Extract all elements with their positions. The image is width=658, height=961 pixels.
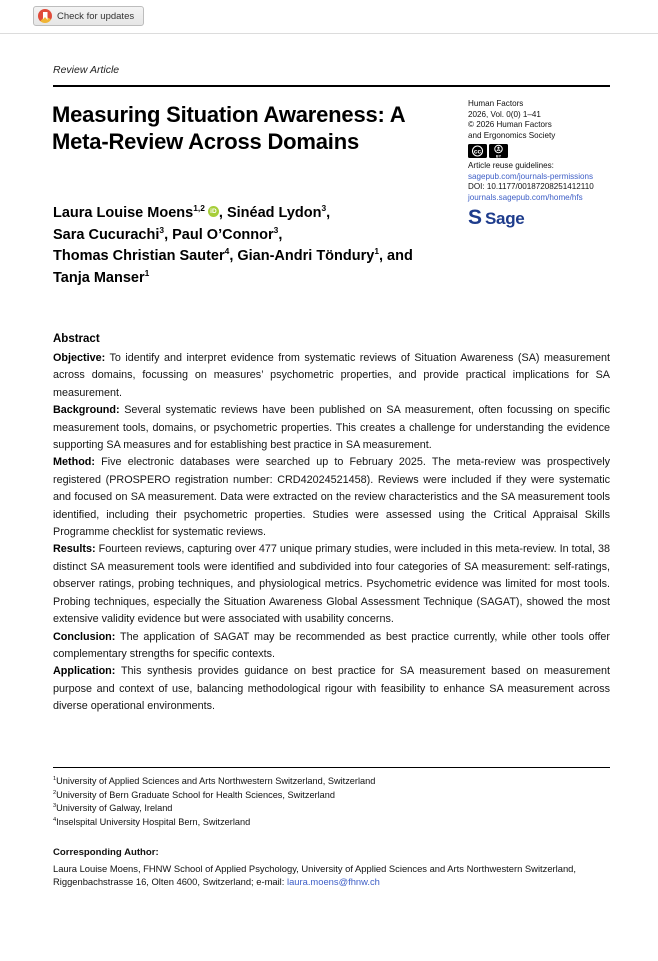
author-affiliation-sup: 1 bbox=[144, 267, 150, 278]
abstract-section: Results: Fourteen reviews, capturing over 477 unique primary studies, were included in this meta-review. In total, 38 distinct SA measurement tools were identified and subdivided into four categories of SA measurement: self-ratings, observer ratings, probing techniques, and physiological metrics. Psychometric evidence was limited for most tools. Probing techniques, especially the Situation Awareness Global Assessment Technique (SAGAT), showed the most extensive validity evidence but were associated with usability concerns. bbox=[53, 543, 610, 626]
abstract-section: Application: This synthesis provides guidance on best practice for SA measurement based on measurement purpose and context of use, balancing methodological rigour with feasibility to enhance SA measurement across diverse operational environments. bbox=[53, 665, 610, 713]
corresponding-author-heading: Corresponding Author: bbox=[53, 847, 159, 858]
journal-meta-line: 2026, Vol. 0(0) 1–41 bbox=[468, 109, 541, 119]
abstract-section: Method: Five electronic databases were searched up to February 2025. The meta-review was prospectively registered (PROSPERO registration number: CRD42024521458). Reviews were included if they were systematic and focused on SA measurement. Data were extracted on the review characteristics and the SA measurement tools identified, including their psychometric properties. Studies were assessed using the Critical Appraisal Skills Programme checklist for systematic reviews. bbox=[53, 456, 610, 539]
svg-text:cc: cc bbox=[473, 148, 482, 156]
journal-meta-line: and Ergonomics Society bbox=[468, 131, 556, 141]
corresponding-author-address: Laura Louise Moens, FHNW School of Applied Psychology, University of Applied Sciences and Arts Northwestern Switzerland, Riggenbachstrasse 16, Olten 4600, Switzerland; e-mail: bbox=[53, 862, 576, 887]
svg-text:BY: BY bbox=[495, 154, 502, 158]
affiliation-note: $^3$University of Galway, Ireland bbox=[53, 802, 173, 813]
journal-meta-line: © 2026 Human Factors bbox=[468, 120, 552, 130]
abstract-section: Background: Several systematic reviews have been published on SA measurement, often focussing on specific measurement tools, domains, or psychometric properties. This creates a challenge for understanding the evidence supporting SA measures and for establishing best practice in SA measurement. bbox=[53, 404, 610, 452]
abstract-section-label: Objective: bbox=[53, 352, 106, 364]
journal-meta-line: DOI: 10.1177/00187208251412110 bbox=[468, 182, 594, 192]
article-type-label: Review Article bbox=[53, 64, 120, 76]
corresponding-author-block bbox=[53, 846, 610, 889]
author-list bbox=[53, 203, 413, 289]
journal-meta-link[interactable]: journals.sagepub.com/home/hfs bbox=[468, 192, 583, 202]
abstract-section-label: Application: bbox=[53, 665, 116, 678]
author-affiliation-sup: 4 bbox=[224, 246, 230, 257]
journal-meta-column bbox=[468, 99, 633, 228]
check-for-updates-label: Check for updates bbox=[57, 10, 135, 22]
sage-logo-wordmark: Sage bbox=[485, 208, 525, 228]
abstract-section-label: Method: bbox=[53, 456, 95, 469]
affiliation-note-sup: 3 bbox=[53, 802, 57, 809]
author-line: Sara Cucurachi$^3$, Paul O’Connor$^3$, bbox=[53, 224, 283, 243]
crossmark-icon bbox=[38, 9, 52, 23]
author-affiliation-sup: 3 bbox=[321, 203, 327, 214]
journal-meta-line: Human Factors bbox=[468, 99, 524, 108]
sage-logo-mark: S bbox=[468, 205, 483, 229]
check-for-updates-button[interactable] bbox=[33, 6, 144, 26]
author-affiliation-sup: 3 bbox=[273, 224, 279, 235]
affiliation-note-sup: 2 bbox=[53, 789, 57, 796]
article-title-line2: Meta-Review Across Domains bbox=[52, 129, 359, 154]
abstract-heading: Abstract bbox=[53, 333, 100, 345]
author-line: Thomas Christian Sauter$^4$, Gian-Andri Töndury$^1$, and bbox=[53, 246, 413, 264]
article-title bbox=[52, 101, 405, 155]
journal-meta-top bbox=[468, 99, 633, 142]
affiliation-footnotes bbox=[53, 775, 610, 829]
orcid-icon[interactable]: iD bbox=[208, 206, 219, 217]
sage-publisher-logo bbox=[468, 205, 633, 229]
article-title-line1: Measuring Situation Awareness: A bbox=[52, 102, 406, 127]
affiliation-note-sup: 1 bbox=[53, 775, 57, 782]
abstract-body bbox=[53, 350, 610, 716]
corresponding-author-email-link[interactable]: laura.moens@fhnw.ch bbox=[286, 876, 380, 887]
abstract-section-label: Results: bbox=[53, 543, 96, 556]
cc-by-license-icon[interactable] bbox=[468, 144, 508, 158]
abstract-section-label: Conclusion: bbox=[53, 630, 116, 643]
top-divider bbox=[0, 33, 658, 34]
affiliation-note: $^1$University of Applied Sciences and Arts Northwestern Switzerland, Switzerland bbox=[53, 775, 376, 786]
author-line: Laura Louise Moens$^{1,2}$ iD , Sinéad Lydon$^3$, bbox=[53, 203, 331, 221]
author-affiliation-sup: 3 bbox=[159, 224, 165, 235]
author-affiliation-sup: 1,2 bbox=[193, 203, 205, 214]
abstract-section: Conclusion: The application of SAGAT may be recommended as best practice currently, while other tools offer complementary strengths for specific contexts. bbox=[53, 630, 610, 660]
journal-meta-link[interactable]: sagepub.com/journals-permissions bbox=[468, 171, 594, 181]
journal-meta-bottom bbox=[468, 161, 633, 204]
author-line: Tanja Manser$^1$ bbox=[53, 267, 150, 286]
header-rule bbox=[53, 85, 610, 87]
journal-meta-line: Article reuse guidelines: bbox=[468, 160, 554, 170]
footnote-rule bbox=[53, 767, 610, 768]
affiliation-note-sup: 4 bbox=[53, 816, 57, 823]
abstract-section: Objective: To identify and interpret evidence from systematic reviews of Situation Awareness (SA) measurement across domains, focussing on measures’ psychometric properties, and provide practical implications for SA measurement. bbox=[53, 352, 610, 399]
corresponding-author-text bbox=[53, 862, 610, 889]
author-affiliation-sup: 1 bbox=[374, 246, 379, 257]
abstract-section-label: Background: bbox=[53, 404, 120, 417]
affiliation-note: $^4$Inselspital University Hospital Bern, Switzerland bbox=[53, 816, 251, 827]
affiliation-note: $^2$University of Bern Graduate School for Health Sciences, Switzerland bbox=[53, 789, 335, 800]
